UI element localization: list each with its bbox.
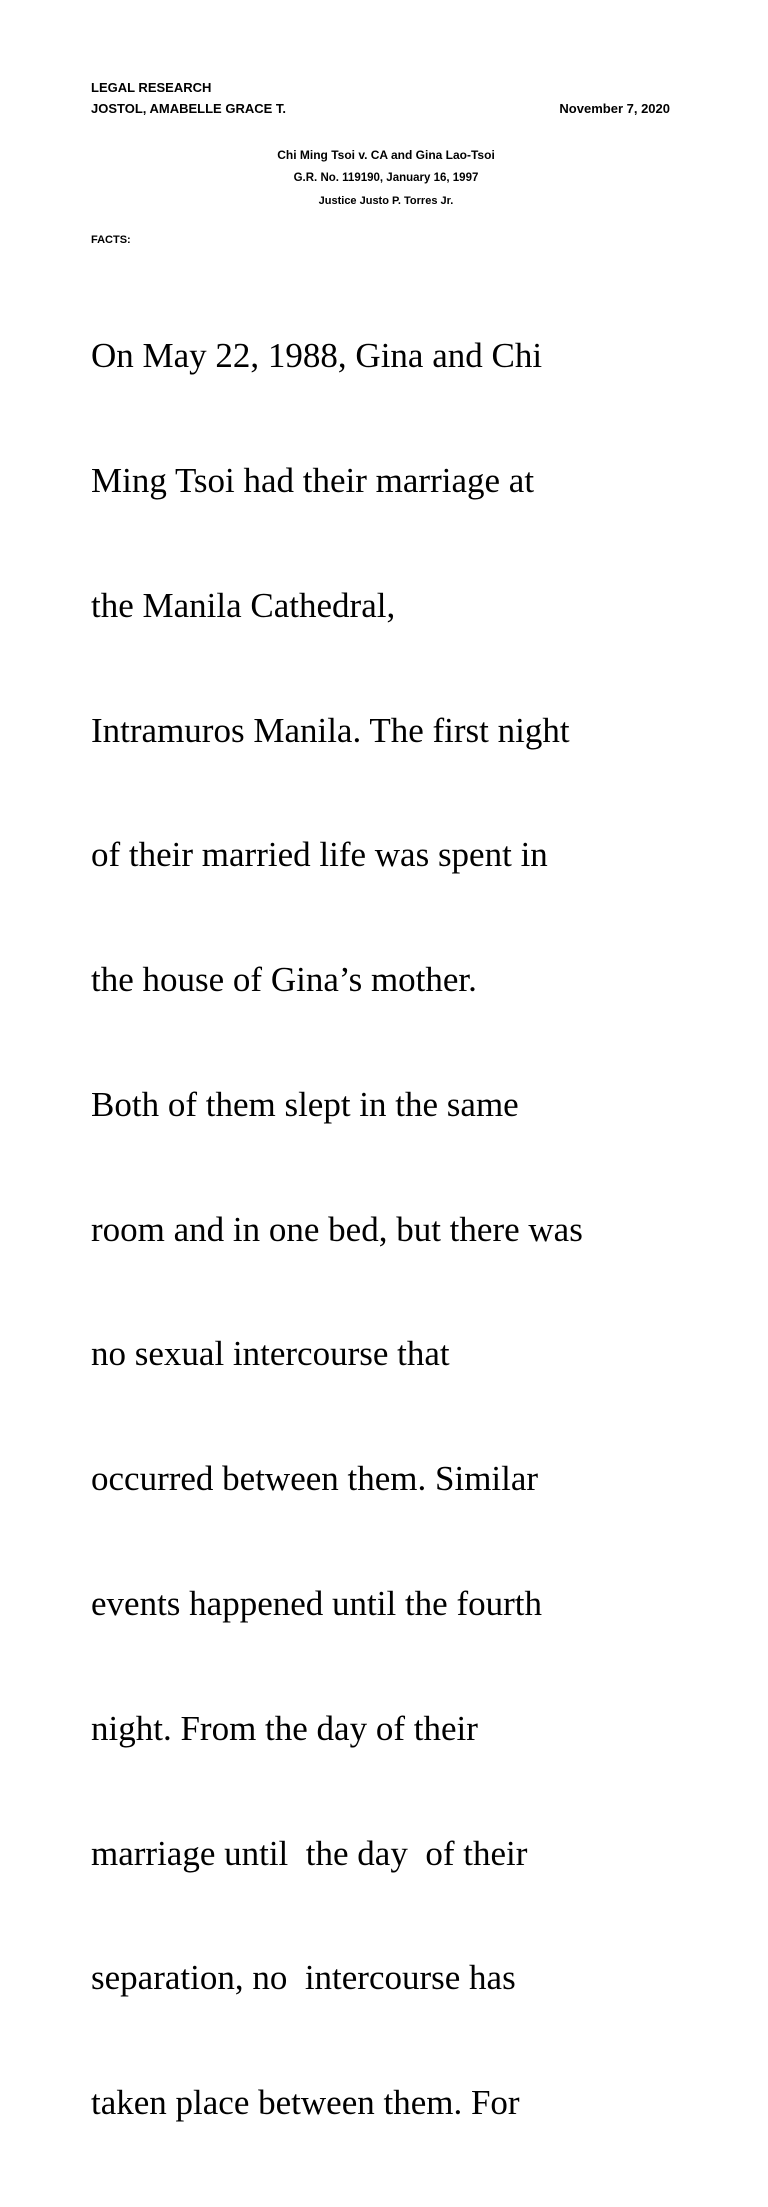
document-date: November 7, 2020 xyxy=(559,101,670,116)
facts-line: room and in one bed, but there was xyxy=(91,1209,583,1249)
document-subject: LEGAL RESEARCH xyxy=(91,80,212,95)
facts-line: Intramuros Manila. The first night xyxy=(91,710,570,750)
facts-body xyxy=(91,252,691,2207)
case-justice: Justice Justo P. Torres Jr. xyxy=(318,195,454,207)
facts-line: taken place between them. For xyxy=(91,2083,520,2123)
facts-line: On May 22, 1988, Gina and Chi xyxy=(91,336,543,376)
author-name: JOSTOL, AMABELLE GRACE T. xyxy=(91,101,287,116)
facts-line: separation, no intercourse has xyxy=(91,1958,516,1998)
facts-line: the Manila Cathedral, xyxy=(91,585,396,625)
facts-line: Both of them slept in the same xyxy=(91,1084,519,1124)
case-heading xyxy=(91,146,681,210)
facts-line: the house of Gina’s mother. xyxy=(91,960,477,1000)
case-gr-number: G.R. No. 119190, January 16, 1997 xyxy=(293,172,479,184)
facts-line: no sexual intercourse that xyxy=(91,1334,450,1374)
facts-line: events happened until the fourth xyxy=(91,1584,542,1623)
case-title: Chi Ming Tsoi v. CA and Gina Lao-Tsoi xyxy=(277,148,495,162)
facts-line: Ming Tsoi had their marriage at xyxy=(91,460,535,500)
facts-line: marriage until the day of their xyxy=(91,1833,528,1873)
facts-line: occurred between them. Similar xyxy=(91,1459,539,1499)
facts-line: night. From the day of their xyxy=(91,1708,478,1748)
facts-line: of their married life was spent in xyxy=(91,835,548,875)
facts-label: FACTS: xyxy=(91,234,131,246)
